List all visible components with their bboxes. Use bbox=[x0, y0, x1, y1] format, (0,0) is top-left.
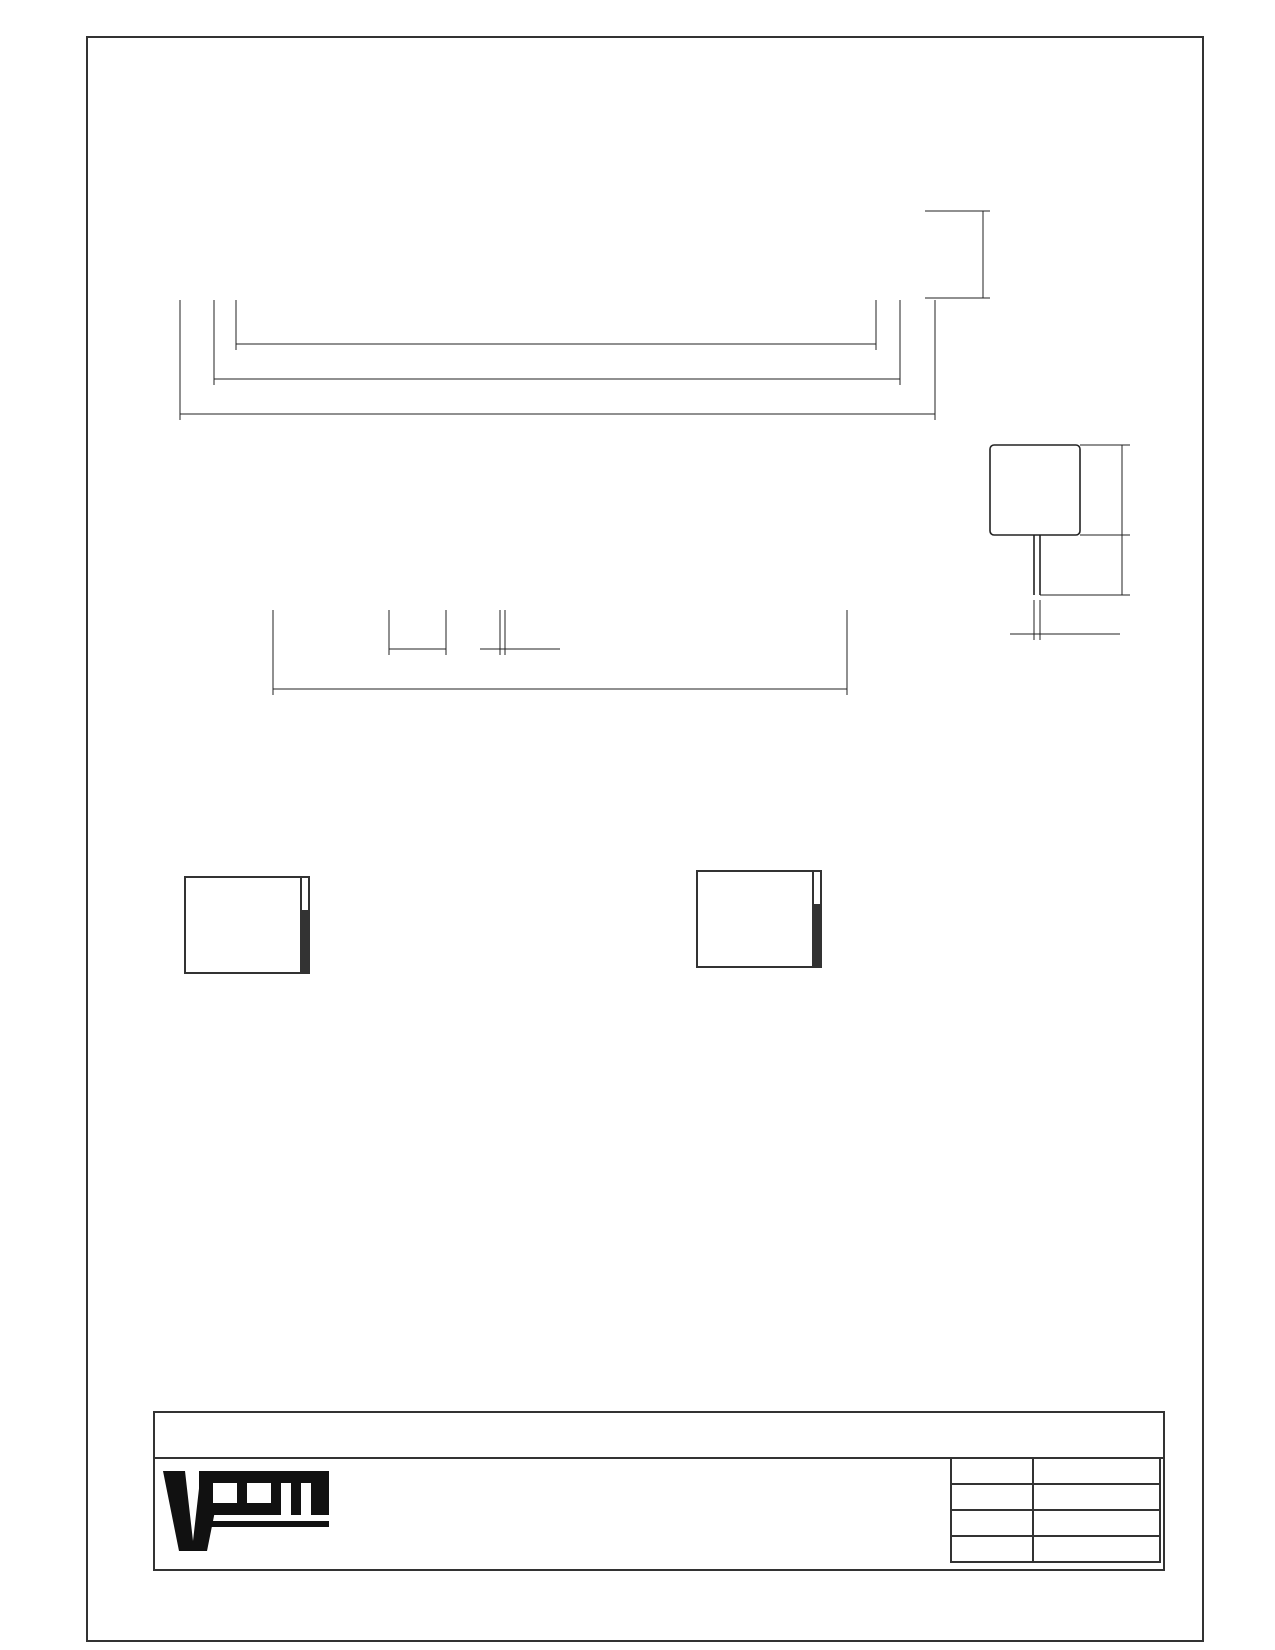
field-key-drg-no bbox=[951, 1536, 1033, 1562]
dimensions-table-right bbox=[696, 870, 822, 968]
field-key-drn bbox=[951, 1458, 1033, 1484]
letter-p bbox=[307, 944, 309, 973]
header-number-of-ways bbox=[185, 877, 301, 973]
subheader-p bbox=[307, 911, 309, 944]
technical-drawing bbox=[0, 0, 1275, 720]
subheader-p bbox=[819, 905, 821, 938]
field-value-drn bbox=[1033, 1458, 1160, 1484]
letter-p bbox=[819, 938, 821, 967]
title-block-fields bbox=[950, 1457, 1161, 1563]
field-key-chd bbox=[951, 1484, 1033, 1510]
field-key-date bbox=[951, 1510, 1033, 1536]
field-value-drg-no bbox=[1033, 1536, 1160, 1562]
header-dimensions bbox=[813, 871, 821, 905]
dimension-lines bbox=[180, 211, 990, 695]
header-dimensions bbox=[301, 877, 309, 911]
field-value-date bbox=[1033, 1510, 1160, 1536]
title-block-title bbox=[155, 1413, 1163, 1459]
side-view bbox=[990, 445, 1130, 640]
header-number-of-ways bbox=[697, 871, 813, 967]
dimensions-table-left bbox=[184, 876, 310, 974]
title-block bbox=[153, 1411, 1165, 1571]
vcon-logo bbox=[163, 1471, 333, 1553]
field-value-chd bbox=[1033, 1484, 1160, 1510]
